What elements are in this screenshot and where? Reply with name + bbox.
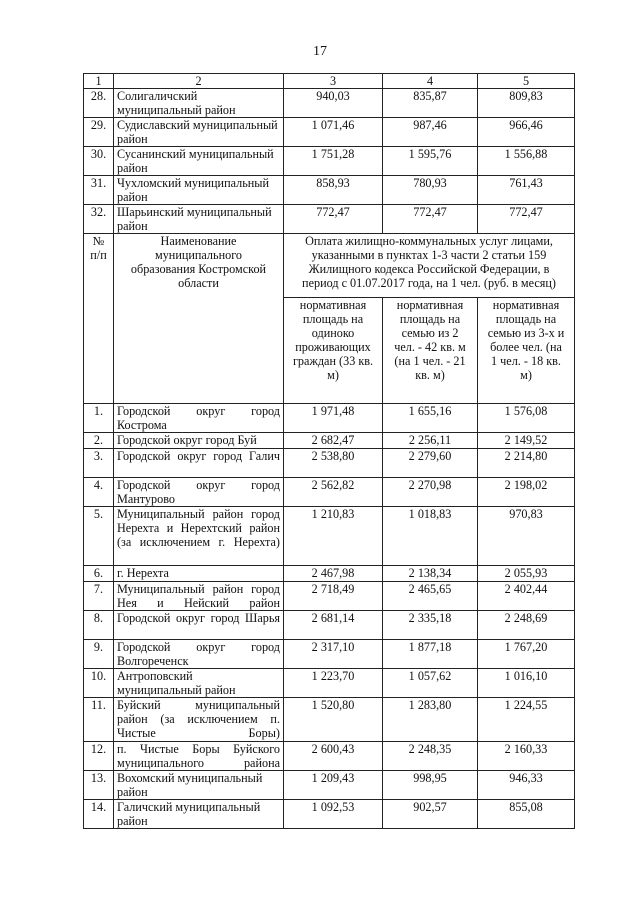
municipality-name: Муниципальный район город Нея и Нейский район [114,582,284,611]
value-two-person: 2 279,60 [383,449,478,478]
municipality-name: Муниципальный район город Нерехта и Нерехтский район (за исключением г. Нерехта) [114,507,284,566]
value-single: 772,47 [284,205,383,234]
value-single: 1 209,43 [284,771,383,800]
municipality-name: Городской округ город Буй [114,433,284,449]
row-number: 13. [84,771,114,800]
value-two-person: 2 248,35 [383,742,478,771]
row-number: 28. [84,89,114,118]
municipality-name: Городской округ город Волгореченск [114,640,284,669]
value-three-plus: 2 160,33 [478,742,575,771]
column-number: 1 [84,74,114,89]
municipality-name: г. Нерехта [114,566,284,582]
value-single: 2 718,49 [284,582,383,611]
table-row [84,449,575,478]
municipality-name: Шарьинский муниципальный район [114,205,284,234]
value-two-person: 1 877,18 [383,640,478,669]
value-single: 940,03 [284,89,383,118]
municipality-name: п. Чистые Боры Буйского муниципального района [114,742,284,771]
header-col4: нормативная площадь на семью из 2 чел. - 42 кв. м (на 1 чел. - 21 кв. м) [383,298,478,404]
value-two-person: 1 018,83 [383,507,478,566]
row-number: 31. [84,176,114,205]
value-two-person: 835,87 [383,89,478,118]
value-two-person: 987,46 [383,118,478,147]
table-row [84,771,575,800]
row-number: 30. [84,147,114,176]
table-row [84,176,575,205]
header-col5: нормативная площадь на семью из 3-х и более чел. (на 1 чел. - 18 кв. м) [478,298,575,404]
value-two-person: 1 283,80 [383,698,478,742]
municipality-name: Галичский муниципальный район [114,800,284,829]
municipality-name: Судиславский муниципальный район [114,118,284,147]
value-three-plus: 761,43 [478,176,575,205]
column-number: 3 [284,74,383,89]
row-number: 7. [84,582,114,611]
value-three-plus: 1 767,20 [478,640,575,669]
column-number-row [84,74,575,89]
row-number: 8. [84,611,114,640]
municipality-name: Чухломский муниципальный район [114,176,284,205]
value-single: 1 520,80 [284,698,383,742]
value-three-plus: 809,83 [478,89,575,118]
row-number: 32. [84,205,114,234]
value-three-plus: 1 016,10 [478,669,575,698]
table-row [84,147,575,176]
table-row [84,507,575,566]
municipality-name: Солигаличский муниципальный район [114,89,284,118]
table-row [84,566,575,582]
table-row [84,118,575,147]
value-two-person: 2 138,34 [383,566,478,582]
header-col3: нормативная площадь на одиноко проживающих граждан (33 кв. м) [284,298,383,404]
header-number: № п/п [84,234,114,404]
value-three-plus: 2 055,93 [478,566,575,582]
value-single: 1 210,83 [284,507,383,566]
municipality-name: Вохомский муниципальный район [114,771,284,800]
row-number: 3. [84,449,114,478]
header-payment: Оплата жилищно-коммунальных услуг лицами, указанными в пунктах 1-3 части 2 статьи 159 Жилищного кодекса Российской Федерации, в период с 01.07.2017 года, на 1 чел. (руб. в месяц) [284,234,575,298]
value-two-person: 2 270,98 [383,478,478,507]
row-number: 6. [84,566,114,582]
row-number: 10. [84,669,114,698]
table-row [84,669,575,698]
value-three-plus: 772,47 [478,205,575,234]
value-single: 2 600,43 [284,742,383,771]
table-row [84,89,575,118]
value-two-person: 1 595,76 [383,147,478,176]
municipality-name: Буйский муниципальный район (за исключением п. Чистые Боры) [114,698,284,742]
table-row [84,582,575,611]
value-three-plus: 946,33 [478,771,575,800]
row-number: 11. [84,698,114,742]
value-three-plus: 2 149,52 [478,433,575,449]
rates-table [83,73,575,829]
value-three-plus: 2 402,44 [478,582,575,611]
value-single: 858,93 [284,176,383,205]
value-two-person: 780,93 [383,176,478,205]
municipality-name: Антроповский муниципальный район [114,669,284,698]
value-single: 2 681,14 [284,611,383,640]
value-single: 2 467,98 [284,566,383,582]
value-single: 1 751,28 [284,147,383,176]
table-row [84,205,575,234]
row-number: 9. [84,640,114,669]
value-two-person: 2 335,18 [383,611,478,640]
column-number: 5 [478,74,575,89]
value-three-plus: 970,83 [478,507,575,566]
column-number: 2 [114,74,284,89]
value-single: 2 682,47 [284,433,383,449]
table-row [84,478,575,507]
table-row [84,640,575,669]
value-three-plus: 2 214,80 [478,449,575,478]
table-row [84,404,575,433]
header-name: Наименование муниципального образования Костромской области [114,234,284,404]
row-number: 12. [84,742,114,771]
value-three-plus: 966,46 [478,118,575,147]
value-three-plus: 855,08 [478,800,575,829]
page-number: 17 [313,44,327,59]
row-number: 1. [84,404,114,433]
row-number: 5. [84,507,114,566]
header-row [84,234,575,298]
table-row [84,742,575,771]
value-single: 2 317,10 [284,640,383,669]
value-single: 1 092,53 [284,800,383,829]
value-three-plus: 1 556,88 [478,147,575,176]
value-two-person: 902,57 [383,800,478,829]
value-three-plus: 1 224,55 [478,698,575,742]
value-single: 1 071,46 [284,118,383,147]
value-three-plus: 2 248,69 [478,611,575,640]
municipality-name: Городской округ город Галич [114,449,284,478]
value-single: 1 223,70 [284,669,383,698]
row-number: 14. [84,800,114,829]
value-two-person: 1 655,16 [383,404,478,433]
value-single: 2 538,80 [284,449,383,478]
value-three-plus: 2 198,02 [478,478,575,507]
row-number: 4. [84,478,114,507]
value-single: 2 562,82 [284,478,383,507]
table-row [84,800,575,829]
table-row [84,433,575,449]
table-row [84,611,575,640]
municipality-name: Городской округ город Шарья [114,611,284,640]
row-number: 29. [84,118,114,147]
row-number: 2. [84,433,114,449]
column-number: 4 [383,74,478,89]
value-two-person: 2 256,11 [383,433,478,449]
municipality-name: Сусанинский муниципальный район [114,147,284,176]
value-three-plus: 1 576,08 [478,404,575,433]
value-two-person: 998,95 [383,771,478,800]
municipality-name: Городской округ город Кострома [114,404,284,433]
value-two-person: 2 465,65 [383,582,478,611]
value-single: 1 971,48 [284,404,383,433]
table-row [84,698,575,742]
municipality-name: Городской округ город Мантурово [114,478,284,507]
value-two-person: 1 057,62 [383,669,478,698]
value-two-person: 772,47 [383,205,478,234]
